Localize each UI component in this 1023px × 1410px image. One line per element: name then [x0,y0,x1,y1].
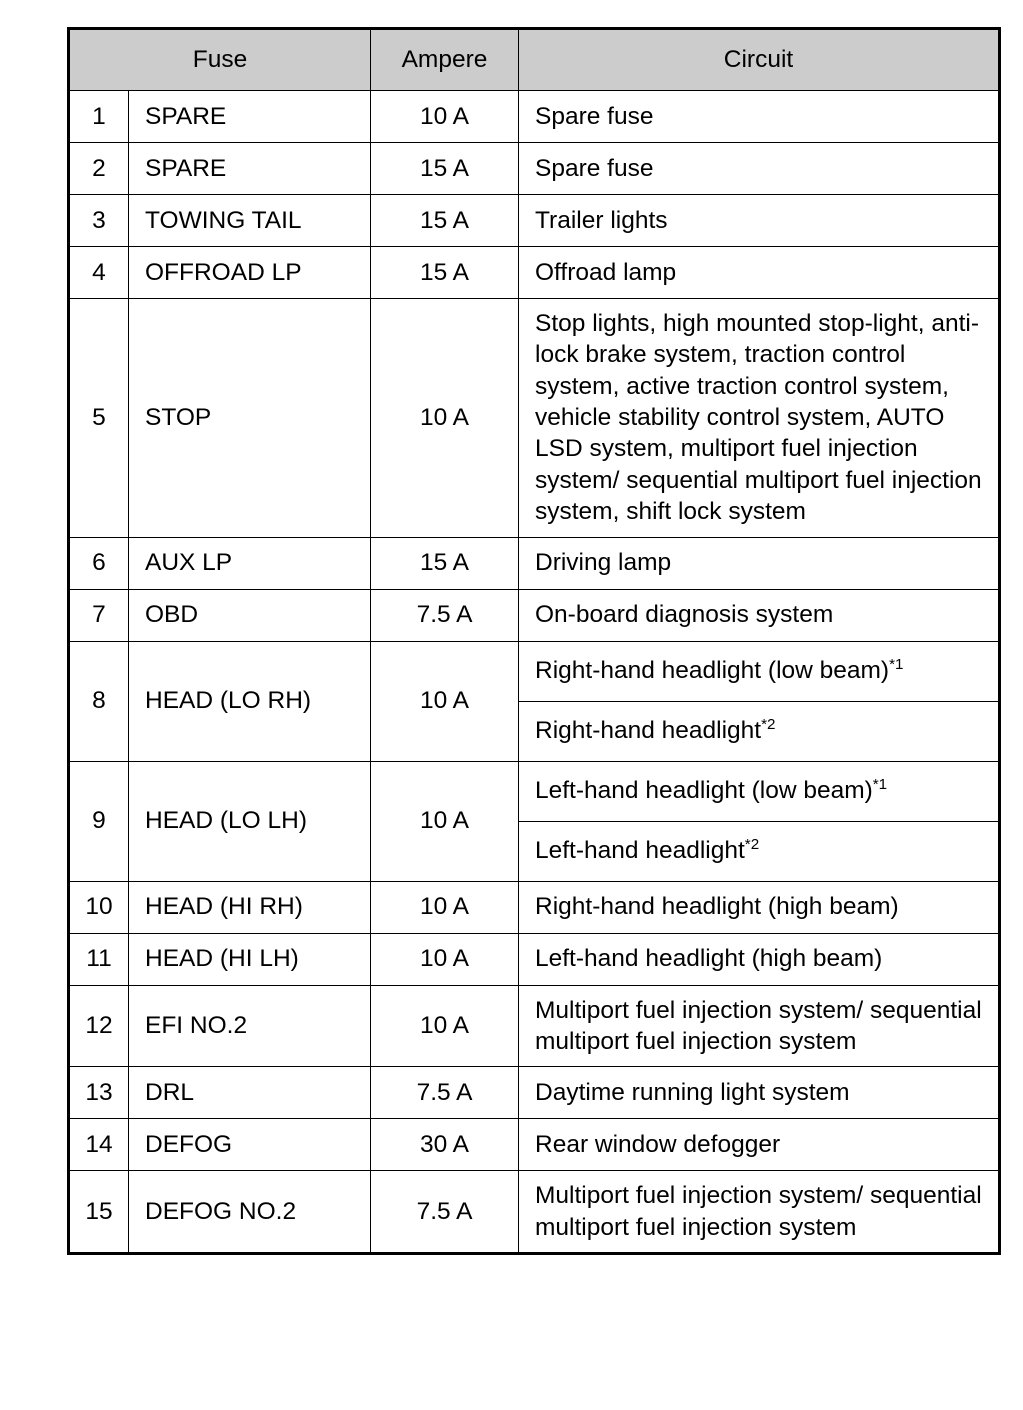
fuse-name-cell: SPARE [129,91,371,143]
table-row [69,641,1000,761]
fuse-name-cell: DEFOG NO.2 [129,1171,371,1254]
ampere-cell: 10 A [371,299,519,538]
fuse-number-cell: 9 [69,761,129,881]
circuit-cell: Trailer lights [519,195,1000,247]
circuit-cell: Rear window defogger [519,1119,1000,1171]
column-header-fuse: Fuse [69,29,371,91]
fuse-name-cell: EFI NO.2 [129,985,371,1067]
circuit-cell-split [519,641,1000,761]
fuse-name-cell: HEAD (LO LH) [129,761,371,881]
table-row [69,195,1000,247]
circuit-cell: Driving lamp [519,537,1000,589]
fuse-number-cell: 10 [69,881,129,933]
circuit-text: Right-hand headlight (low beam) [535,657,890,685]
fuse-number-cell: 6 [69,537,129,589]
fuse-number-cell: 12 [69,985,129,1067]
fuse-name-cell: SPARE [129,143,371,195]
circuit-subcell [519,701,998,761]
fuse-name-cell: DEFOG [129,1119,371,1171]
table-row [69,761,1000,881]
fuse-number-cell: 13 [69,1067,129,1119]
table-row [69,143,1000,195]
ampere-cell: 7.5 A [371,1067,519,1119]
footnote-marker: *2 [744,836,760,854]
ampere-cell: 10 A [371,881,519,933]
ampere-cell: 10 A [371,933,519,985]
table-row [69,1171,1000,1254]
circuit-text: Left-hand headlight [535,837,745,865]
fuse-name-cell: HEAD (HI RH) [129,881,371,933]
circuit-subcell [519,762,998,822]
table-row [69,247,1000,299]
fuse-name-cell: AUX LP [129,537,371,589]
footnote-marker: *1 [872,776,888,794]
table-row [69,537,1000,589]
circuit-subrow [519,642,998,702]
fuse-name-cell: HEAD (LO RH) [129,641,371,761]
fuse-number-cell: 14 [69,1119,129,1171]
column-header-ampere: Ampere [371,29,519,91]
table-row [69,589,1000,641]
fuse-number-cell: 5 [69,299,129,538]
ampere-cell: 30 A [371,1119,519,1171]
header-row [69,29,1000,91]
ampere-cell: 7.5 A [371,589,519,641]
footnote-marker: *2 [761,716,776,734]
table-header [69,29,1000,91]
fuse-number-cell: 7 [69,589,129,641]
fuse-number-cell: 3 [69,195,129,247]
circuit-subrow [519,701,998,761]
fuse-number-cell: 15 [69,1171,129,1254]
circuit-text: Right-hand headlight [535,717,762,745]
ampere-cell: 10 A [371,761,519,881]
circuit-cell: Daytime running light system [519,1067,1000,1119]
ampere-cell: 15 A [371,247,519,299]
fuse-table [67,27,1001,1255]
circuit-cell: Multiport fuel injection system/ sequential multiport fuel injection system [519,1171,1000,1254]
circuit-cell: Spare fuse [519,143,1000,195]
circuit-subtable [519,762,998,881]
circuit-subrow [519,762,998,822]
ampere-cell: 10 A [371,985,519,1067]
table-row [69,91,1000,143]
table-row [69,933,1000,985]
circuit-text: Left-hand headlight (low beam) [535,777,873,805]
circuit-cell: On-board diagnosis system [519,589,1000,641]
circuit-cell: Multiport fuel injection system/ sequential multiport fuel injection system [519,985,1000,1067]
fuse-number-cell: 8 [69,641,129,761]
circuit-subcell [519,821,998,881]
circuit-subrow [519,821,998,881]
fuse-name-cell: HEAD (HI LH) [129,933,371,985]
table-row [69,1119,1000,1171]
circuit-subtable [519,642,998,761]
fuse-number-cell: 11 [69,933,129,985]
ampere-cell: 7.5 A [371,1171,519,1254]
table-row [69,881,1000,933]
fuse-number-cell: 2 [69,143,129,195]
table-body [69,91,1000,1254]
ampere-cell: 15 A [371,195,519,247]
circuit-cell: Spare fuse [519,91,1000,143]
fuse-number-cell: 4 [69,247,129,299]
ampere-cell: 15 A [371,143,519,195]
table-row [69,985,1000,1067]
circuit-cell: Right-hand headlight (high beam) [519,881,1000,933]
fuse-table-container [67,27,998,1255]
fuse-name-cell: OBD [129,589,371,641]
fuse-name-cell: TOWING TAIL [129,195,371,247]
footnote-marker: *1 [889,656,904,674]
ampere-cell: 10 A [371,641,519,761]
fuse-name-cell: STOP [129,299,371,538]
circuit-cell: Offroad lamp [519,247,1000,299]
fuse-number-cell: 1 [69,91,129,143]
fuse-name-cell: DRL [129,1067,371,1119]
ampere-cell: 15 A [371,537,519,589]
fuse-name-cell: OFFROAD LP [129,247,371,299]
ampere-cell: 10 A [371,91,519,143]
circuit-subcell [519,642,998,702]
circuit-cell: Stop lights, high mounted stop-light, anti-lock brake system, traction control system, active traction control system, vehicle stability control system, AUTO LSD system, multiport fuel injection system/ sequential multiport fuel injection system, shift lock system [519,299,1000,538]
table-row [69,1067,1000,1119]
circuit-cell: Left-hand headlight (high beam) [519,933,1000,985]
table-row [69,299,1000,538]
circuit-cell-split [519,761,1000,881]
column-header-circuit: Circuit [519,29,1000,91]
